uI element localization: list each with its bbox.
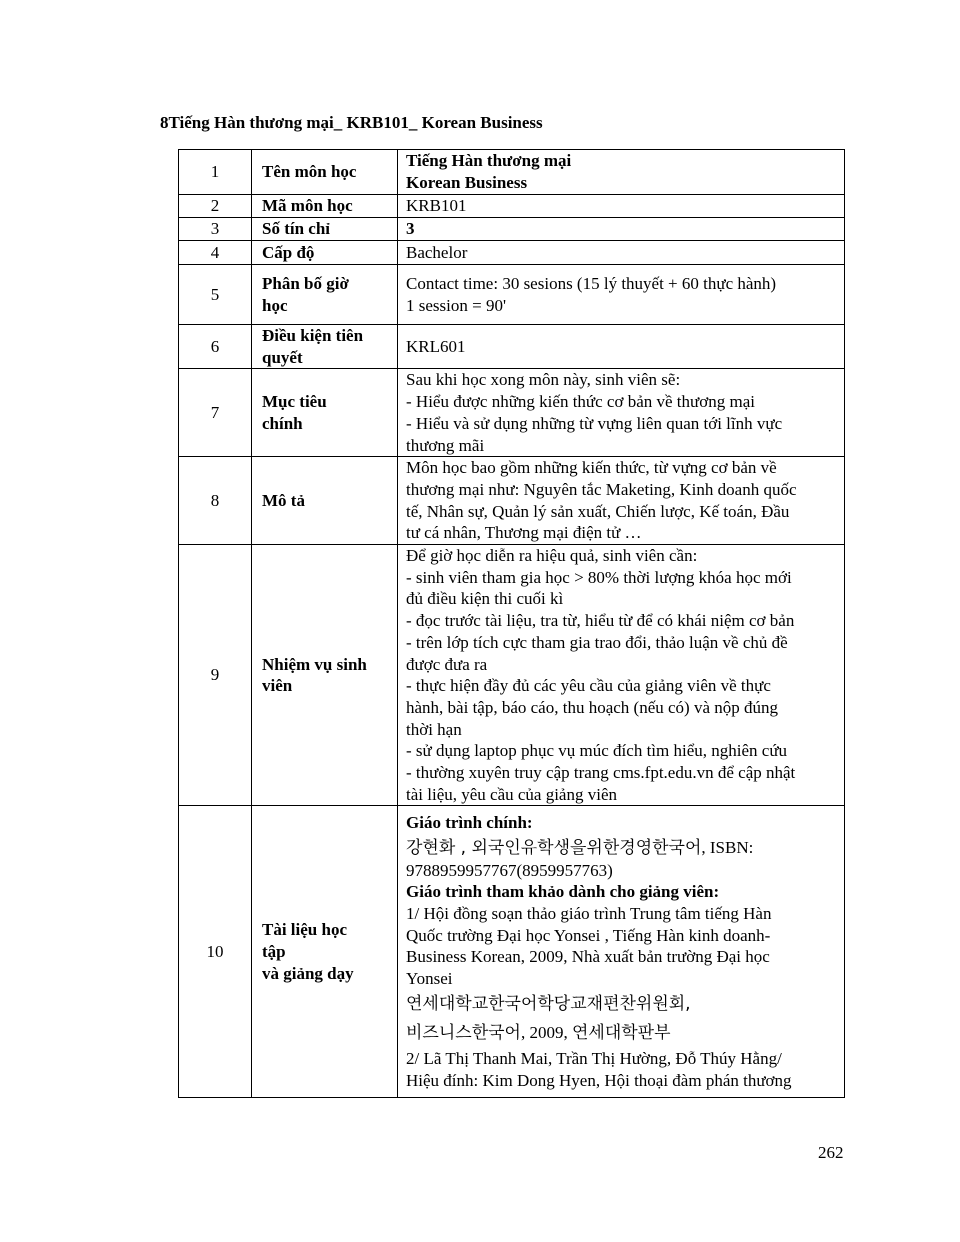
- row-number: 2: [179, 195, 252, 218]
- table-row: [179, 806, 845, 1098]
- row-value: Contact time: 30 sesions (15 lý thuyết + 60 thực hành) 1 session = 90': [398, 265, 845, 325]
- row-value: Sau khi học xong môn này, sinh viên sẽ: - Hiểu được những kiến thức cơ bản về thương mại - Hiểu và sử dụng những từ vựng liên quan tới lĩnh vực thương mãi: [398, 369, 845, 457]
- row-number: 10: [179, 806, 252, 1098]
- row-label: Nhiệm vụ sinh viên: [252, 545, 398, 806]
- row-value: Môn học bao gồm những kiến thức, từ vựng cơ bản về thương mại như: Nguyên tắc Maketing, Kinh doanh quốc tế, Nhân sự, Quản lý sản xuất, Chiến lược, Kế toán, Đầu tư cá nhân, Thương mại điện tử …: [398, 457, 845, 545]
- row-label: Mục tiêu chính: [252, 369, 398, 457]
- table-row: [179, 241, 845, 265]
- row-value: KRL601: [398, 325, 845, 369]
- page-number: 262: [818, 1143, 844, 1162]
- row-label: Số tín chỉ: [252, 218, 398, 241]
- row-value: Để giờ học diễn ra hiệu quả, sinh viên cần: - sinh viên tham gia học > 80% thời lượng khóa học mới đủ điều kiện thi cuối kì - đọc trước tài liệu, tra từ, hiểu từ để có khái niệm cơ bản - trên lớp tích cực tham gia trao đổi, thảo luận về chủ đề được đưa ra - thực hiện đầy đủ các yêu cầu của giảng viên về thực hành, bài tập, báo cáo, thu hoạch (nếu có) và nộp đúng thời hạn - sử dụng laptop phục vụ múc đích tìm hiểu, nghiên cứu - thường xuyên truy cập trang cms.fpt.edu.vn để cập nhật tài liệu, yêu cầu của giảng viên: [398, 545, 845, 806]
- table-row: [179, 457, 845, 545]
- table-row: [179, 369, 845, 457]
- row-value: KRB101: [398, 195, 845, 218]
- row-number: 3: [179, 218, 252, 241]
- row-label: Cấp độ: [252, 241, 398, 265]
- row-label: Phân bố giờ học: [252, 265, 398, 325]
- table-row: [179, 545, 845, 806]
- row-number: 5: [179, 265, 252, 325]
- row-label: Tên môn học: [252, 150, 398, 195]
- row-number: 9: [179, 545, 252, 806]
- row-number: 1: [179, 150, 252, 195]
- reference-title: Giáo trình tham khảo dành cho giảng viên:: [406, 882, 720, 902]
- row-value: Tiếng Hàn thương mại Korean Business: [398, 150, 845, 195]
- row-label: Điều kiện tiên quyết: [252, 325, 398, 369]
- row-label: Mã môn học: [252, 195, 398, 218]
- row-number: 6: [179, 325, 252, 369]
- table-row: [179, 218, 845, 241]
- main-textbook-citation: 강현화 , 외국인유학생을위한경영한국어, ISBN:: [406, 837, 754, 858]
- row-value: 3: [398, 218, 845, 241]
- row-value: Giáo trình chính: 강현화 , 외국인유학생을위한경영한국어, ISBN: 9788959957767(8959957763) Giáo trình tham khảo dành cho giảng viên: 1/ Hội đồng soạn thảo giáo trình Trung tâm tiếng Hàn Quốc trường Đại học Yonsei , Tiếng Hàn kinh doanh- Business Korean, 2009, Nhà xuất bản trường Đại học Yonsei 연세대학교한국어학당교재편찬위원회, 비즈니스한국어, 2009, 연세대학판부 2/ Lã Thị Thanh Mai, Trần Thị Hường, Đỗ Thúy Hằng/ Hiệu đính: Kim Dong Hyen, Hội thoại đàm phán thương: [398, 806, 845, 1098]
- table-row: [179, 325, 845, 369]
- section-heading: 8Tiếng Hàn thương mại_ KRB101_ Korean Business: [160, 113, 543, 132]
- row-label: Mô tả: [252, 457, 398, 545]
- row-number: 8: [179, 457, 252, 545]
- table-row: [179, 265, 845, 325]
- table-row: [179, 150, 845, 195]
- syllabus-table: [178, 149, 845, 1098]
- table-row: [179, 195, 845, 218]
- main-textbook-title: Giáo trình chính:: [406, 813, 533, 833]
- row-value: Bachelor: [398, 241, 845, 265]
- row-number: 4: [179, 241, 252, 265]
- row-number: 7: [179, 369, 252, 457]
- row-label: Tài liệu học tập và giảng dạy: [252, 806, 398, 1098]
